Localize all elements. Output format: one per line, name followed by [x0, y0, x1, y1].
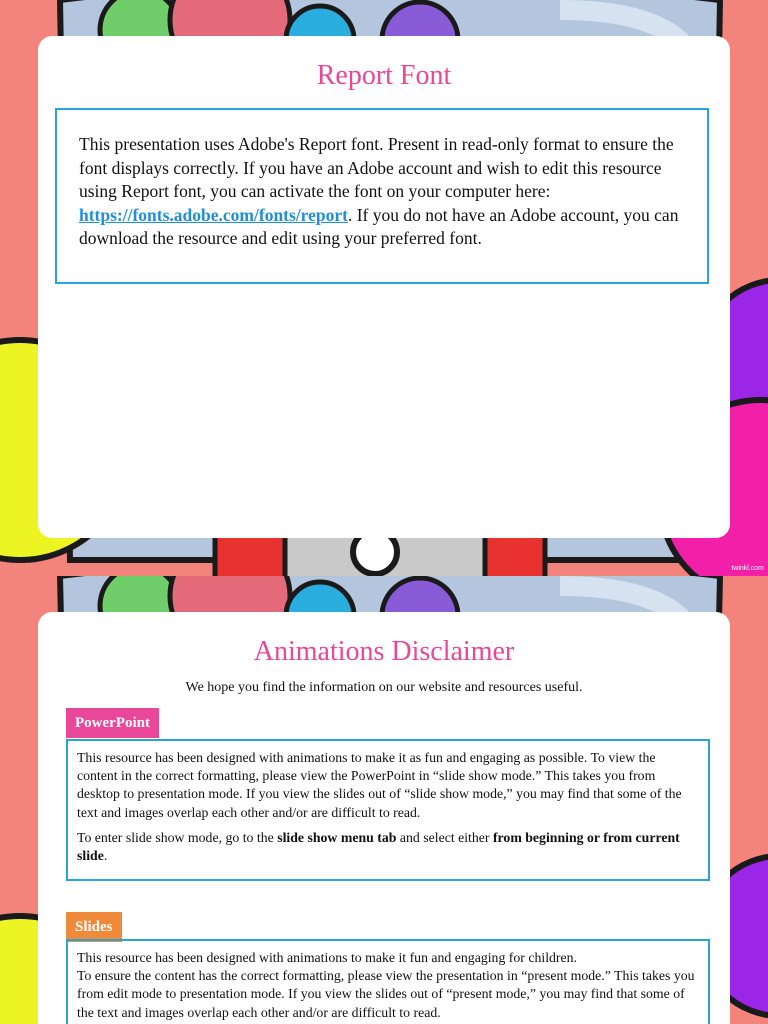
page-title: Report Font	[316, 60, 452, 91]
section-title: Animations Disclaimer	[253, 636, 515, 667]
slides-tag: Slides	[66, 912, 122, 942]
instruction-text: and select either	[396, 829, 493, 845]
instruction-text: To enter slide show mode, go to the	[77, 829, 278, 845]
report-font-card	[38, 36, 730, 538]
notice-text-end: . If you do not have an Adobe account, you can download the resource and edit using your preferred font.	[79, 204, 679, 248]
slides-line: To ensure the content has the correct formatting, please view the presentation in “present mode.” This takes you from edit mode to presentation mode. If you view the slides out of “present mode,” you may find that some of the text and images overlap each other and/or are difficult to read.	[77, 968, 695, 1020]
adobe-font-link[interactable]: https://fonts.adobe.com/fonts/report	[79, 204, 348, 225]
credit-text: twinkl.com	[731, 565, 764, 572]
powerpoint-paragraph: This resource has been designed with animations to make it as fun and engaging as possible. To view the content in the correct formatting, please view the PowerPoint in “slide show mode.” This takes you from desktop to presentation mode. If you view the slides out of “slide show mode,” you may find that some of the text and images overlap each other and/or are difficult to read.	[77, 750, 682, 820]
notice-text: This presentation uses Adobe's Report font. Present in read-only format to ensure the font displays correctly. If you have an Adobe account and wish to edit this resource using Report font, you can activate the font on your computer here:	[79, 134, 674, 201]
instruction-bold: from beginning or from current slide	[77, 829, 680, 864]
animations-card	[38, 612, 730, 1024]
report-font-notice	[55, 108, 709, 284]
instruction-text: .	[103, 848, 108, 864]
slide-animations-disclaimer	[0, 576, 768, 1024]
powerpoint-tag: PowerPoint	[66, 708, 159, 738]
intro-text: We hope you find the information on our website and resources useful.	[185, 680, 583, 695]
slides-line: This resource has been designed with animations to make it fun and engaging for children.	[77, 950, 577, 965]
instruction-bold: slide show menu tab	[277, 829, 397, 845]
powerpoint-instructions	[77, 829, 699, 865]
slides-notice	[66, 939, 710, 1024]
powerpoint-notice	[66, 739, 710, 881]
